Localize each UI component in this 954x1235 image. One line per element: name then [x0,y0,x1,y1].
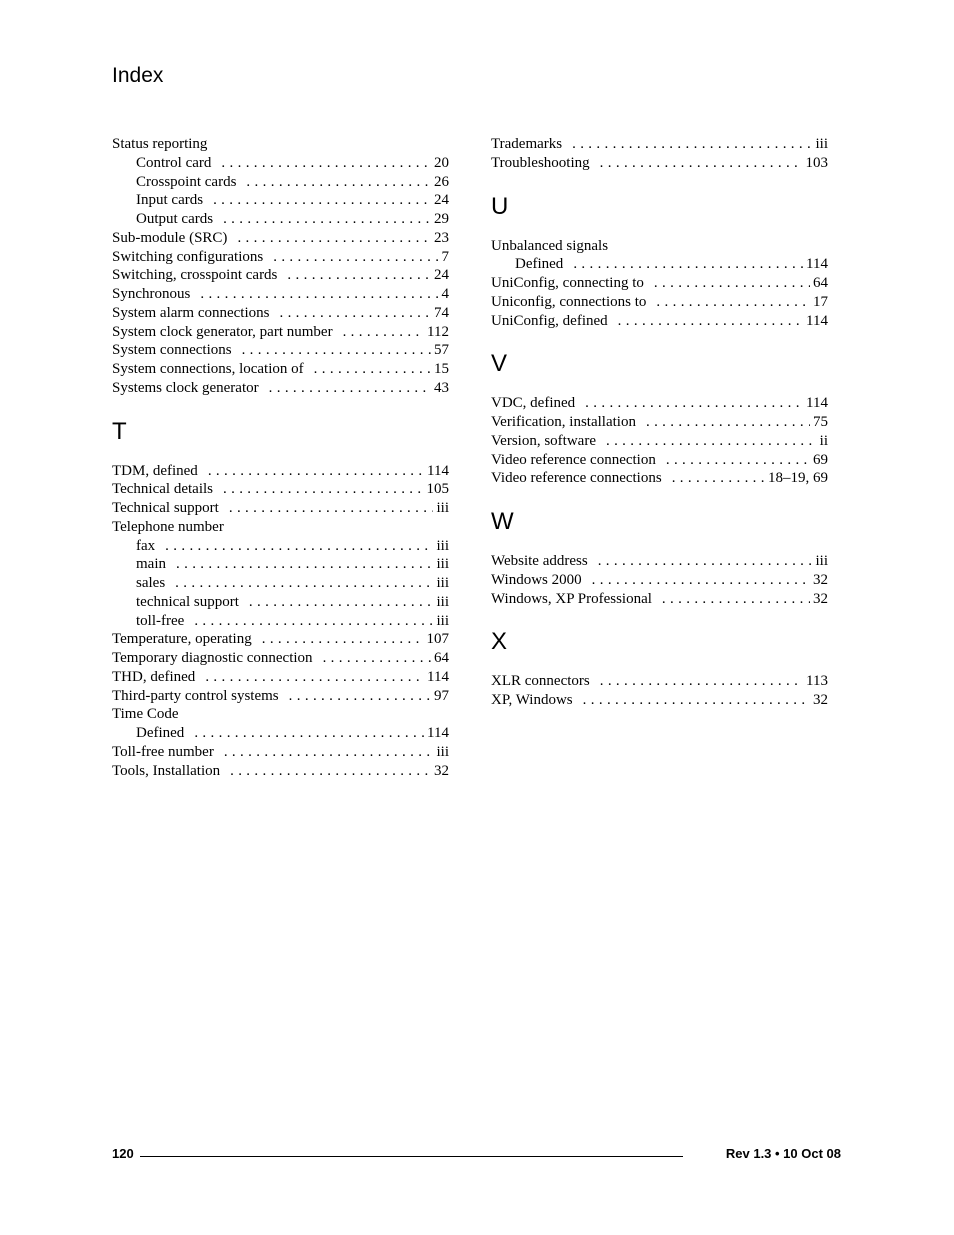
index-term: Switching configurations [112,248,264,265]
dot-leader [223,210,431,229]
index-term: Windows, XP Professional [491,590,652,607]
dot-leader [194,724,424,743]
index-term: Trademarks [491,136,563,152]
index-page-ref: iii [436,537,449,554]
index-page-ref: iii [815,136,828,152]
index-page-ref: 24 [434,192,449,209]
index-entry [491,451,828,470]
dot-leader [343,323,424,342]
dot-leader [205,668,424,687]
index-term: XLR connectors [491,673,590,690]
index-entry [112,135,449,154]
index-term: technical support [136,593,239,610]
index-entry [112,285,449,304]
index-term: Defined [136,725,185,741]
index-term: Temporary diagnostic connection [112,650,313,666]
index-entry [491,154,828,173]
dot-leader [289,687,431,706]
dot-leader [165,537,433,556]
dot-leader [224,743,434,762]
index-subentry [112,574,449,593]
index-entry [112,705,449,724]
dot-leader [656,293,810,312]
index-page-ref: 114 [427,725,449,741]
index-entry [491,432,828,451]
index-subentry [112,612,449,631]
footer-rule [140,1156,683,1157]
index-page-ref: 114 [427,668,449,685]
dot-leader [323,649,431,668]
index-term: Sub-module (SRC) [112,229,228,246]
index-term: sales [136,575,166,591]
index-entry [491,672,828,691]
index-entry [112,462,449,481]
dot-leader [246,173,431,192]
index-page-ref: 15 [434,361,449,377]
index-term: Verification, installation [491,414,636,430]
index-page-ref: 114 [806,395,828,412]
index-subentry [491,255,828,274]
index-page-ref: 97 [434,687,449,704]
index-entry [491,552,828,571]
page-number: 120 [112,1146,134,1161]
index-page-ref: 105 [426,481,449,498]
index-entry [112,323,449,342]
index-entry [491,237,828,256]
dot-leader [585,394,803,413]
index-page-ref: iii [436,556,449,573]
dot-leader [600,672,803,691]
index-page-ref: ii [819,432,828,449]
dot-leader [229,499,434,518]
index-page-ref: 103 [805,154,828,171]
index-entry [491,469,828,488]
index-term: Video reference connections [491,470,662,487]
index-entry [112,229,449,248]
dot-leader [592,571,810,590]
index-term: System connections, location of [112,361,304,377]
index-page-ref: 32 [813,590,828,607]
dot-leader [194,612,433,631]
index-page-ref: 107 [426,631,449,648]
dot-leader [287,266,431,285]
index-term: System clock generator, part number [112,323,333,340]
index-entry [112,304,449,323]
dot-leader [573,255,803,274]
index-term: Telephone number [112,518,224,535]
index-entry [491,274,828,293]
index-term: Time Code [112,706,179,723]
index-entry [491,135,828,154]
index-column-right [491,135,828,710]
dot-leader [208,462,424,481]
index-entry [112,248,449,267]
index-term: Crosspoint cards [136,173,237,190]
dot-leader [175,574,433,593]
index-page-ref: iii [436,593,449,610]
index-page-ref: 114 [427,462,449,479]
index-term: Systems clock generator [112,379,259,396]
dot-leader [176,555,433,574]
section-letter-heading: U [491,192,509,220]
dot-leader [249,593,434,612]
section-letter-heading: T [112,417,127,445]
dot-leader [262,630,424,649]
index-entry [112,379,449,398]
index-page-ref: 43 [434,379,449,396]
index-subentry [112,210,449,229]
dot-leader [606,432,817,451]
index-page-ref: 26 [434,173,449,190]
index-entry [112,668,449,687]
index-page-ref: iii [815,553,828,569]
index-entry [491,413,828,432]
dot-leader [600,154,803,173]
index-entry [112,360,449,379]
index-page-ref: 114 [806,256,828,273]
index-subentry [112,154,449,173]
index-entry [112,480,449,499]
dot-leader [666,451,810,470]
index-page-ref: 64 [434,650,449,666]
index-page-ref: iii [436,743,449,760]
index-term: Technical details [112,481,213,498]
index-term: Control card [136,154,212,171]
dot-leader [237,229,431,248]
index-page-ref: 32 [813,692,828,708]
index-entry [112,630,449,649]
index-page-ref: 32 [434,762,449,779]
dot-leader [221,154,431,173]
index-term: Video reference connection [491,451,656,468]
index-page-ref: 23 [434,229,449,246]
index-entry [112,341,449,360]
dot-leader [618,312,803,331]
index-page-ref: 112 [427,323,449,340]
index-entry [491,590,828,609]
index-term: THD, defined [112,668,196,685]
index-page-ref: 20 [434,154,449,171]
index-page-ref: iii [436,575,449,591]
dot-leader [213,191,431,210]
index-term: Switching, crosspoint cards [112,267,278,284]
index-term: Technical support [112,500,219,516]
section-letter-heading: X [491,628,508,656]
index-term: Temperature, operating [112,631,252,648]
index-page-ref: 114 [806,312,828,329]
index-page-ref: iii [436,612,449,629]
index-entry [112,266,449,285]
index-term: TDM, defined [112,462,198,479]
index-page-ref: 7 [441,248,449,265]
index-term: System connections [112,342,232,359]
index-term: System alarm connections [112,304,270,321]
index-subentry [112,724,449,743]
dot-leader [583,691,810,710]
index-page-ref: 29 [434,211,449,227]
section-letter-heading: W [491,508,514,535]
index-page-ref: 113 [806,673,828,690]
index-term: Output cards [136,211,214,227]
index-term: toll-free [136,612,185,629]
index-term: Third-party control systems [112,687,279,704]
index-term: Website address [491,553,588,569]
dot-leader [314,360,431,379]
index-entry [491,394,828,413]
index-term: UniConfig, defined [491,312,608,329]
index-term: main [136,556,166,573]
dot-leader [572,135,812,154]
dot-leader [279,304,431,323]
dot-leader [200,285,438,304]
dot-leader [223,480,424,499]
index-term: Defined [515,256,564,273]
dot-leader [598,552,813,571]
index-entry [112,499,449,518]
index-term: VDC, defined [491,395,576,412]
index-subentry [112,537,449,556]
index-page-ref: iii [436,500,449,516]
dot-leader [646,413,810,432]
revision-info: Rev 1.3 • 10 Oct 08 [725,1146,841,1161]
index-page-ref: 24 [434,267,449,284]
index-term: Synchronous [112,286,191,302]
index-page-ref: 32 [813,571,828,588]
index-entry [491,571,828,590]
index-term: Version, software [491,432,596,449]
index-page-ref: 69 [813,451,828,468]
index-term: XP, Windows [491,692,573,708]
index-term: Tools, Installation [112,762,221,779]
dot-leader [273,248,438,267]
dot-leader [672,469,765,488]
page-title: Index [112,64,164,87]
index-entry [112,518,449,537]
index-term: fax [136,537,156,554]
index-subentry [112,173,449,192]
index-term: Input cards [136,192,204,209]
index-term: Unbalanced signals [491,237,609,254]
dot-leader [242,341,431,360]
index-subentry [112,191,449,210]
dot-leader [654,274,810,293]
index-entry [491,293,828,312]
index-term: UniConfig, connecting to [491,275,644,291]
index-page-ref: 74 [434,304,449,321]
index-entry [112,687,449,706]
index-term: Uniconfig, connections to [491,293,647,310]
section-letter-heading: V [491,350,508,378]
index-page-ref: 17 [813,293,828,310]
index-page-ref: 4 [441,286,449,302]
index-entry [112,649,449,668]
index-term: Toll-free number [112,743,214,760]
index-subentry [112,555,449,574]
index-page-ref: 57 [434,342,449,359]
index-entry [491,312,828,331]
index-page-ref: 64 [813,275,828,291]
dot-leader [662,590,810,609]
index-term: Troubleshooting [491,154,590,171]
index-subentry [112,593,449,612]
index-term: Status reporting [112,136,208,152]
index-column-left [112,135,449,780]
index-entry [491,691,828,710]
index-page-ref: 18–19, 69 [768,470,828,487]
dot-leader [269,379,431,398]
index-entry [112,743,449,762]
index-page-ref: 75 [813,414,828,430]
index-term: Windows 2000 [491,571,582,588]
dot-leader [230,762,431,781]
index-entry [112,762,449,781]
